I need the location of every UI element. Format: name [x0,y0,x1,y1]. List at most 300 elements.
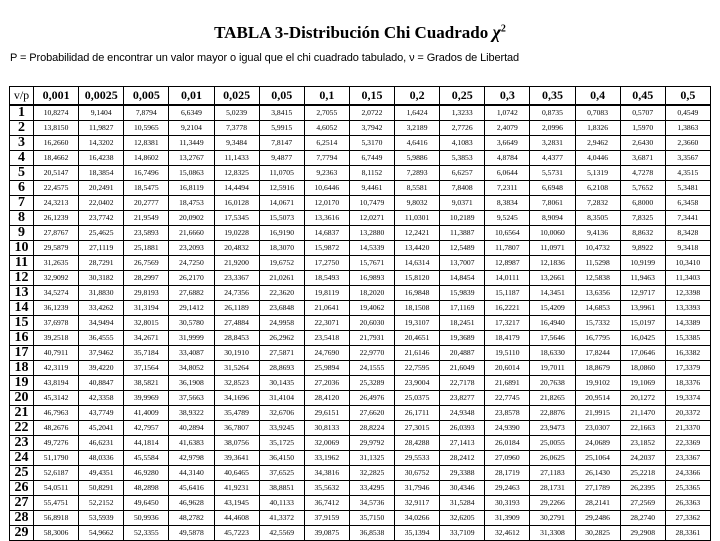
value-cell: 24,2037 [620,451,665,466]
column-header: 0,5 [665,87,710,106]
value-cell: 21,9549 [124,211,169,226]
value-cell: 32,9092 [34,271,79,286]
value-cell: 28,2141 [575,496,620,511]
value-cell: 25,1881 [124,241,169,256]
value-cell: 20,0902 [169,211,214,226]
value-cell: 15,0197 [620,316,665,331]
column-header: 0,25 [440,87,485,106]
value-cell: 23,1852 [620,436,665,451]
value-cell: 12,1836 [530,256,575,271]
value-cell: 21,8265 [530,391,575,406]
value-cell: 9,0371 [440,196,485,211]
value-cell: 35,4789 [214,406,259,421]
value-cell: 27,3362 [665,511,710,526]
value-cell: 16,8119 [169,181,214,196]
value-cell: 3,8415 [259,105,304,121]
value-cell: 16,0425 [620,331,665,346]
value-cell: 7,7794 [304,151,349,166]
value-cell: 44,1814 [124,436,169,451]
value-cell: 36,4150 [259,451,304,466]
value-cell: 17,3217 [485,316,530,331]
value-cell: 26,0184 [485,436,530,451]
value-cell: 3,6871 [620,151,665,166]
value-cell: 13,8150 [34,121,79,136]
value-cell: 12,2421 [395,226,440,241]
value-cell: 36,7807 [214,421,259,436]
value-cell: 18,0860 [620,361,665,376]
value-cell: 12,5916 [259,181,304,196]
value-cell: 27,2569 [620,496,665,511]
value-cell: 26,1189 [214,301,259,316]
value-cell: 27,0960 [485,451,530,466]
table-row [10,211,711,226]
value-cell: 9,4877 [259,151,304,166]
table-row [10,466,711,481]
table-row [10,196,711,211]
value-cell: 45,5584 [124,451,169,466]
value-cell: 28,8693 [259,361,304,376]
value-cell: 10,3410 [665,256,710,271]
value-cell: 7,8325 [620,211,665,226]
value-cell: 18,2451 [440,316,485,331]
value-cell: 5,1319 [575,166,620,181]
value-cell: 21,6891 [485,376,530,391]
value-cell: 9,4461 [349,181,394,196]
value-cell: 34,0266 [395,511,440,526]
value-cell: 32,4612 [485,526,530,541]
table-row [10,496,711,511]
value-cell: 16,0128 [214,196,259,211]
table-row [10,391,711,406]
value-cell: 46,7963 [34,406,79,421]
value-cell: 28,2412 [440,451,485,466]
value-cell: 24,7250 [169,256,214,271]
value-cell: 7,2832 [575,196,620,211]
value-cell: 11,5298 [575,256,620,271]
value-cell: 5,3481 [665,181,710,196]
value-cell: 6,2514 [304,136,349,151]
value-cell: 54,0511 [34,481,79,496]
value-cell: 8,5581 [395,181,440,196]
value-cell: 16,3382 [665,346,710,361]
value-cell: 11,3403 [665,271,710,286]
value-cell: 36,1908 [169,376,214,391]
table-row [10,526,711,541]
value-cell: 3,7942 [349,121,394,136]
degrees-of-freedom-cell: 18 [10,361,34,376]
value-cell: 5,3853 [440,151,485,166]
value-cell: 54,9662 [79,526,124,541]
table-body [10,105,711,541]
value-cell: 15,5073 [259,211,304,226]
value-cell: 2,6430 [620,136,665,151]
value-cell: 27,6620 [349,406,394,421]
value-cell: 31,4104 [259,391,304,406]
value-cell: 2,0722 [349,105,394,121]
value-cell: 42,9798 [169,451,214,466]
value-cell: 18,3070 [259,241,304,256]
value-cell: 46,9280 [124,466,169,481]
degrees-of-freedom-cell: 9 [10,226,34,241]
value-cell: 11,1433 [214,151,259,166]
value-cell: 46,6231 [79,436,124,451]
value-cell: 11,0971 [530,241,575,256]
value-cell: 34,3816 [304,466,349,481]
value-cell: 14,3451 [530,286,575,301]
degrees-of-freedom-cell: 25 [10,466,34,481]
value-cell: 15,9839 [440,286,485,301]
degrees-of-freedom-cell: 12 [10,271,34,286]
table-row [10,421,711,436]
value-cell: 42,7957 [124,421,169,436]
value-cell: 27,3015 [395,421,440,436]
value-cell: 10,9199 [620,256,665,271]
value-cell: 33,1962 [304,451,349,466]
value-cell: 38,9322 [169,406,214,421]
chi-square-table [9,86,711,541]
value-cell: 28,3361 [665,526,710,541]
value-cell: 45,2041 [79,421,124,436]
value-cell: 19,6752 [259,256,304,271]
value-cell: 30,8133 [304,421,349,436]
table-row [10,376,711,391]
value-cell: 28,1731 [530,481,575,496]
value-cell: 3,2831 [530,136,575,151]
degrees-of-freedom-cell: 4 [10,151,34,166]
value-cell: 6,6948 [530,181,575,196]
value-cell: 23,3367 [214,271,259,286]
column-header: 0,001 [34,87,79,106]
value-cell: 52,6187 [34,466,79,481]
value-cell: 10,4732 [575,241,620,256]
value-cell: 40,1133 [259,496,304,511]
value-cell: 8,3505 [575,211,620,226]
value-cell: 22,0402 [79,196,124,211]
degrees-of-freedom-cell: 22 [10,421,34,436]
value-cell: 21,0261 [259,271,304,286]
value-cell: 28,2997 [124,271,169,286]
value-cell: 0,7083 [575,105,620,121]
table-row [10,436,711,451]
value-cell: 5,9886 [395,151,440,166]
value-cell: 40,2894 [169,421,214,436]
value-cell: 17,5646 [530,331,575,346]
chi-superscript: 2 [500,23,506,35]
value-cell: 20,4887 [440,346,485,361]
value-cell: 39,3641 [214,451,259,466]
value-cell: 5,0239 [214,105,259,121]
value-cell: 14,5339 [349,241,394,256]
table-row [10,271,711,286]
value-cell: 12,8987 [485,256,530,271]
value-cell: 31,3308 [530,526,575,541]
value-cell: 35,7184 [124,346,169,361]
value-cell: 10,0060 [530,226,575,241]
value-cell: 22,3620 [259,286,304,301]
value-cell: 15,7671 [349,256,394,271]
chi-symbol: χ [492,22,501,42]
value-cell: 28,8224 [349,421,394,436]
value-cell: 25,9894 [304,361,349,376]
value-cell: 18,4753 [169,196,214,211]
value-cell: 15,7332 [575,316,620,331]
value-cell: 42,5569 [259,526,304,541]
value-cell: 1,0742 [485,105,530,121]
table-row [10,121,711,136]
value-cell: 22,1663 [620,421,665,436]
value-cell: 28,2740 [620,511,665,526]
table-row [10,256,711,271]
value-cell: 33,4262 [79,301,124,316]
value-cell: 8,3428 [665,226,710,241]
value-cell: 12,5838 [575,271,620,286]
value-cell: 32,8015 [124,316,169,331]
value-cell: 36,8538 [349,526,394,541]
value-cell: 31,1325 [349,451,394,466]
degrees-of-freedom-cell: 28 [10,511,34,526]
value-cell: 33,4087 [169,346,214,361]
value-cell: 22,7745 [485,391,530,406]
value-cell: 4,7278 [620,166,665,181]
value-cell: 37,9462 [79,346,124,361]
value-cell: 24,9348 [440,406,485,421]
value-cell: 8,8632 [620,226,665,241]
value-cell: 16,9848 [395,286,440,301]
header-row [10,87,711,106]
value-cell: 16,2221 [485,301,530,316]
value-cell: 26,2170 [169,271,214,286]
column-header: 0,025 [214,87,259,106]
value-cell: 1,3233 [440,105,485,121]
value-cell: 13,3616 [304,211,349,226]
value-cell: 25,1064 [575,451,620,466]
value-cell: 17,8244 [575,346,620,361]
value-cell: 19,8119 [304,286,349,301]
value-cell: 50,8291 [79,481,124,496]
value-cell: 39,2518 [34,331,79,346]
value-cell: 15,3385 [665,331,710,346]
table-row [10,166,711,181]
value-cell: 11,7807 [485,241,530,256]
page-title [0,22,720,43]
value-cell: 6,0644 [485,166,530,181]
value-cell: 21,6146 [395,346,440,361]
value-cell: 12,8325 [214,166,259,181]
column-header: 0,35 [530,87,575,106]
value-cell: 24,0689 [575,436,620,451]
value-cell: 8,3834 [485,196,530,211]
value-cell: 30,2825 [575,526,620,541]
value-cell: 21,9915 [575,406,620,421]
value-cell: 19,7011 [530,361,575,376]
value-cell: 27,1413 [440,436,485,451]
value-cell: 27,1119 [79,241,124,256]
value-cell: 24,3366 [665,466,710,481]
value-cell: 9,5245 [485,211,530,226]
column-header: 0,05 [259,87,304,106]
value-cell: 56,8918 [34,511,79,526]
value-cell: 10,5965 [124,121,169,136]
value-cell: 6,2108 [575,181,620,196]
table-row [10,316,711,331]
value-cell: 15,0863 [169,166,214,181]
value-cell: 13,9961 [620,301,665,316]
value-cell: 0,5707 [620,105,665,121]
value-cell: 19,5110 [485,346,530,361]
value-cell: 40,6465 [214,466,259,481]
value-cell: 28,4288 [395,436,440,451]
value-cell: 13,4420 [395,241,440,256]
value-cell: 17,1169 [440,301,485,316]
value-cell: 39,0875 [304,526,349,541]
value-cell: 23,8277 [440,391,485,406]
value-cell: 18,8679 [575,361,620,376]
value-cell: 14,6837 [304,226,349,241]
value-cell: 4,0446 [575,151,620,166]
value-cell: 10,8274 [34,105,79,121]
table-row [10,136,711,151]
value-cell: 2,9462 [575,136,620,151]
value-cell: 6,6257 [440,166,485,181]
table-row [10,226,711,241]
value-cell: 34,5736 [349,496,394,511]
value-cell: 23,7742 [79,211,124,226]
value-cell: 20,3372 [665,406,710,421]
value-cell: 25,3365 [665,481,710,496]
value-cell: 13,3393 [665,301,710,316]
value-cell: 10,6446 [304,181,349,196]
degrees-of-freedom-cell: 21 [10,406,34,421]
value-cell: 29,2266 [530,496,575,511]
value-cell: 53,5939 [79,511,124,526]
value-cell: 23,3367 [665,451,710,466]
value-cell: 22,7178 [440,376,485,391]
value-cell: 14,6853 [575,301,620,316]
value-cell: 24,9390 [485,421,530,436]
degrees-of-freedom-cell: 7 [10,196,34,211]
value-cell: 26,1239 [34,211,79,226]
value-cell: 15,9872 [304,241,349,256]
value-cell: 35,1394 [395,526,440,541]
value-cell: 8,1152 [349,166,394,181]
value-cell: 23,5418 [304,331,349,346]
degrees-of-freedom-cell: 8 [10,211,34,226]
value-cell: 17,3379 [665,361,710,376]
column-header: 0,3 [485,87,530,106]
value-cell: 13,7007 [440,256,485,271]
value-cell: 12,9717 [620,286,665,301]
value-cell: 20,2777 [124,196,169,211]
value-cell: 14,8602 [124,151,169,166]
value-cell: 18,4662 [34,151,79,166]
value-cell: 11,3887 [440,226,485,241]
value-cell: 14,3389 [665,316,710,331]
value-cell: 9,3418 [665,241,710,256]
value-cell: 21,3370 [665,421,710,436]
value-cell: 21,9200 [214,256,259,271]
value-cell: 26,1711 [395,406,440,421]
value-cell: 28,4120 [304,391,349,406]
value-cell: 21,1470 [620,406,665,421]
value-cell: 43,8194 [34,376,79,391]
column-header: 0,45 [620,87,665,106]
value-cell: 44,4608 [214,511,259,526]
value-cell: 10,6564 [485,226,530,241]
value-cell: 34,9494 [79,316,124,331]
value-cell: 9,2363 [304,166,349,181]
value-cell: 1,3863 [665,121,710,136]
value-cell: 11,9827 [79,121,124,136]
value-cell: 26,7569 [124,256,169,271]
value-cell: 6,8000 [620,196,665,211]
value-cell: 21,6660 [169,226,214,241]
value-cell: 7,8408 [440,181,485,196]
value-cell: 5,7652 [620,181,665,196]
value-cell: 16,9190 [259,226,304,241]
value-cell: 49,5878 [169,526,214,541]
value-cell: 20,9514 [575,391,620,406]
degrees-of-freedom-cell: 3 [10,136,34,151]
value-cell: 27,2036 [304,376,349,391]
value-cell: 18,3854 [79,166,124,181]
value-cell: 12,3398 [665,286,710,301]
degrees-of-freedom-cell: 20 [10,391,34,406]
value-cell: 3,6649 [485,136,530,151]
value-cell: 51,1790 [34,451,79,466]
degrees-of-freedom-cell: 17 [10,346,34,361]
value-cell: 12,8381 [124,136,169,151]
column-header: 0,4 [575,87,620,106]
value-cell: 27,4884 [214,316,259,331]
value-cell: 15,8120 [395,271,440,286]
value-cell: 30,1910 [214,346,259,361]
degrees-of-freedom-cell: 14 [10,301,34,316]
value-cell: 32,0069 [304,436,349,451]
value-cell: 14,6314 [395,256,440,271]
value-cell: 4,1083 [440,136,485,151]
value-cell: 20,6014 [485,361,530,376]
value-cell: 40,8847 [79,376,124,391]
value-cell: 23,5893 [124,226,169,241]
value-cell: 49,6450 [124,496,169,511]
value-cell: 14,0671 [259,196,304,211]
table-row [10,481,711,496]
value-cell: 29,3388 [440,466,485,481]
value-cell: 36,4555 [79,331,124,346]
value-cell: 16,2660 [34,136,79,151]
value-cell: 13,2661 [530,271,575,286]
corner-header: v/p [10,87,34,106]
value-cell: 10,2189 [440,211,485,226]
value-cell: 4,6416 [395,136,440,151]
value-cell: 1,5970 [620,121,665,136]
value-cell: 9,8032 [395,196,440,211]
value-cell: 15,4209 [530,301,575,316]
table-row [10,105,711,121]
value-cell: 13,2880 [349,226,394,241]
value-cell: 7,2893 [395,166,440,181]
value-cell: 49,4351 [79,466,124,481]
value-cell: 7,8061 [530,196,575,211]
value-cell: 50,9936 [124,511,169,526]
value-cell: 16,4940 [530,316,575,331]
value-cell: 16,7795 [575,331,620,346]
value-cell: 20,7638 [530,376,575,391]
value-cell: 48,0336 [79,451,124,466]
value-cell: 4,8784 [485,151,530,166]
value-cell: 17,5345 [214,211,259,226]
value-cell: 18,2020 [349,286,394,301]
